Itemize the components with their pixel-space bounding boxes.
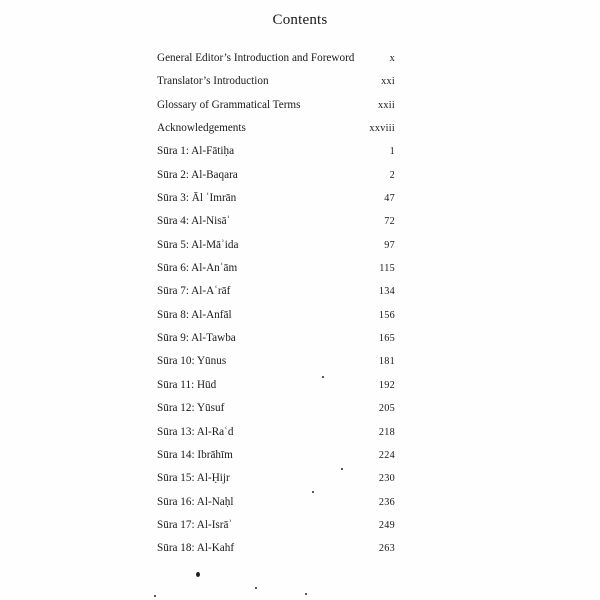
toc-entry-label: Sūra 11: Hūd [157, 378, 217, 391]
toc-entry [157, 191, 395, 214]
toc-entry [157, 121, 395, 144]
toc-entry-page: 224 [378, 449, 395, 461]
toc-entry-page: 230 [378, 473, 395, 485]
scan-speck [312, 491, 314, 493]
scan-speck [196, 572, 200, 577]
toc-entry-label: Sūra 3: Āl ʿImrān [157, 192, 237, 205]
toc-entry [157, 354, 395, 377]
toc-entry-label: Sūra 18: Al-Kahf [157, 542, 235, 555]
toc-entry-label: Sūra 6: Al-Anʿām [157, 262, 238, 275]
scan-speck [255, 587, 257, 589]
toc-entry [157, 214, 395, 237]
toc-entry-page: 205 [378, 403, 395, 415]
toc-entry [157, 238, 395, 261]
page-title: Contents [272, 12, 328, 28]
scan-speck [154, 595, 156, 597]
scan-speck [322, 376, 324, 378]
toc-entry-page: 1 [389, 146, 395, 158]
toc-entry [157, 168, 395, 191]
toc-entry-page: 115 [379, 263, 395, 275]
toc-entry-page: xxii [377, 99, 395, 111]
toc-entry-label: Sūra 13: Al-Raʿd [157, 425, 234, 438]
toc-entry [157, 425, 395, 448]
toc-entry-label: Sūra 9: Al-Tawba [157, 332, 236, 345]
toc-entry-label: Sūra 2: Al-Baqara [157, 168, 238, 181]
toc-entry [157, 98, 395, 121]
toc-entry-page: 249 [378, 519, 395, 531]
toc-entry-page: 156 [378, 309, 395, 321]
scan-speck [341, 468, 343, 470]
toc-entry-page: x [389, 53, 395, 64]
toc-entry-page: 2 [389, 169, 395, 181]
toc-entry-label: Sūra 7: Al-Aʿrāf [157, 285, 231, 298]
toc-entry-page: 72 [384, 216, 395, 228]
toc-entry-page: 134 [378, 286, 395, 298]
toc-entry-label: General Editor’s Introduction and Foreword [157, 52, 355, 64]
toc-entry-page: 47 [384, 193, 395, 205]
toc-entry [157, 448, 395, 471]
toc-entry [157, 261, 395, 284]
toc-entry-label: Sūra 8: Al-Anfāl [157, 308, 232, 321]
toc-entry-page: xxviii [369, 123, 395, 135]
toc-entry [157, 74, 395, 97]
toc-entry-label: Sūra 1: Al-Fātiḥa [157, 145, 235, 158]
toc-entry [157, 495, 395, 518]
toc-entry-page: 165 [378, 333, 395, 345]
toc-entry [157, 144, 395, 167]
toc-entry [157, 471, 395, 494]
toc-entry [157, 284, 395, 307]
toc-entry-label: Sūra 14: Ibrāhīm [157, 448, 233, 461]
toc-entry-page: 263 [378, 543, 395, 555]
scan-speck [305, 593, 307, 595]
toc-entry [157, 308, 395, 331]
toc-entry [157, 51, 395, 74]
toc-entry-page: 218 [378, 426, 395, 438]
toc-entry [157, 518, 395, 541]
toc-entry-page: xxi [381, 76, 395, 88]
table-of-contents [157, 51, 395, 565]
toc-entry-page: 192 [378, 379, 395, 391]
toc-entry-page: 236 [378, 496, 395, 508]
toc-entry-label: Sūra 5: Al-Māʾida [157, 238, 239, 251]
toc-entry [157, 401, 395, 424]
toc-entry-label: Acknowledgements [157, 122, 246, 135]
toc-entry [157, 378, 395, 401]
toc-entry-label: Sūra 17: Al-Isrāʾ [157, 518, 233, 531]
toc-entry-page: 181 [378, 356, 395, 368]
toc-entry-label: Glossary of Grammatical Terms [157, 98, 301, 111]
toc-entry-label: Sūra 16: Al-Naḥl [157, 495, 234, 508]
toc-entry-label: Translator’s Introduction [157, 75, 269, 88]
toc-entry [157, 541, 395, 564]
toc-entry-label: Sūra 10: Yūnus [157, 355, 227, 368]
toc-entry-label: Sūra 4: Al-Nisāʾ [157, 215, 231, 228]
toc-entry-page: 97 [384, 239, 395, 251]
toc-entry-label: Sūra 15: Al-Ḥijr [157, 472, 230, 485]
toc-entry [157, 331, 395, 354]
toc-entry-label: Sūra 12: Yūsuf [157, 402, 225, 415]
